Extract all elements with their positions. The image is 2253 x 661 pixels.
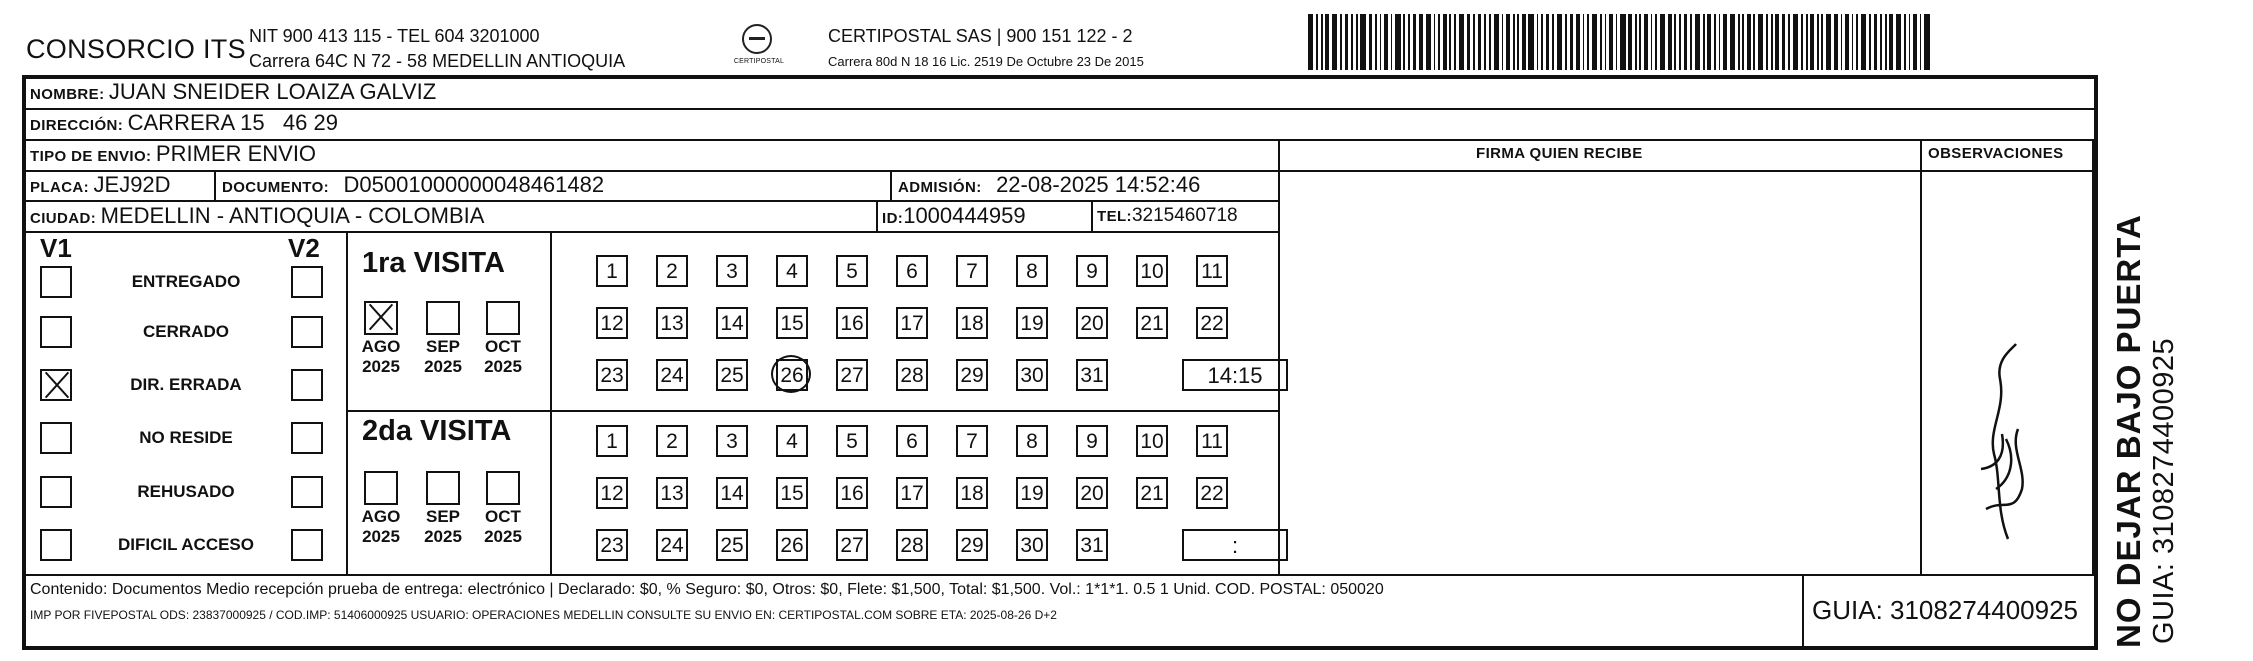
barcode [1308,14,1944,70]
day-box[interactable]: 20 [1076,307,1108,339]
day-box[interactable]: 8 [1016,425,1048,457]
ciudad-value: MEDELLIN - ANTIOQUIA - COLOMBIA [100,203,485,228]
month-checkbox[interactable] [364,471,398,505]
status-label: CERRADO [143,322,229,341]
day-box[interactable]: 31 [1076,529,1108,561]
company-info [249,24,625,74]
admision-label: ADMISIÓN: [898,179,982,196]
side-guia: GUIA: 3108274400925 [2148,337,2180,644]
month-checkbox[interactable] [486,471,520,505]
day-box[interactable]: 19 [1016,477,1048,509]
month-label [415,507,471,547]
day-box[interactable]: 30 [1016,529,1048,561]
status-v1-checkbox[interactable] [40,529,72,561]
day-box[interactable]: 3 [716,255,748,287]
status-v1-checkbox[interactable] [40,476,72,508]
day-box[interactable]: 22 [1196,477,1228,509]
firma-header: FIRMA QUIEN RECIBE [1476,145,1643,162]
month-checkbox[interactable] [486,301,520,335]
logo-icon [742,24,772,54]
day-box[interactable]: 12 [596,477,628,509]
month-label [475,507,531,547]
status-label: ENTREGADO [131,272,241,291]
day-box[interactable]: 11 [1196,425,1228,457]
logo-text: CERTIPOSTAL [733,58,785,65]
id-value: 1000444959 [903,203,1026,228]
day-box[interactable]: 11 [1196,255,1228,287]
day-box[interactable]: 7 [956,425,988,457]
day-box[interactable]: 21 [1136,477,1168,509]
id-cell [882,203,1026,229]
day-box[interactable]: 31 [1076,359,1108,391]
company-name: CONSORCIO ITS [26,34,246,64]
tipo-envio-row [30,141,316,167]
admision-value: 22-08-2025 14:52:46 [996,172,1201,197]
status-label: NO RESIDE [139,428,233,447]
day-box[interactable]: 5 [836,255,868,287]
tel-value: 3215460718 [1131,205,1238,226]
day-box[interactable]: 1 [596,425,628,457]
status-v2-checkbox[interactable] [291,266,323,298]
divider [1802,574,1804,646]
divider [1091,200,1093,231]
day-box[interactable]: 17 [896,307,928,339]
carrier-address: Carrera 80d N 18 16 Lic. 2519 De Octubre 23 De 2015 [828,54,1144,69]
certipostal-logo [728,24,790,72]
day-box[interactable]: 7 [956,255,988,287]
company-nit: NIT 900 413 115 - TEL 604 3201000 [249,26,540,46]
placa-value: JEJ92D [93,172,171,197]
day-box[interactable]: 16 [836,477,868,509]
day-box[interactable]: 12 [596,307,628,339]
month-year: 2025 [362,357,400,376]
admision-cell [898,172,1200,198]
day-box[interactable]: 23 [596,359,628,391]
nombre-value: JUAN SNEIDER LOAIZA GALVIZ [108,79,437,104]
barcode-gap [1930,14,1933,70]
shipping-form [22,75,2098,650]
day-box[interactable]: 29 [956,359,988,391]
month-year: 2025 [484,527,522,546]
day-box[interactable]: 5 [836,425,868,457]
day-box[interactable]: 15 [776,477,808,509]
month-year: 2025 [484,357,522,376]
day-box[interactable]: 18 [956,477,988,509]
month-checkbox[interactable] [426,301,460,335]
day-box[interactable]: 13 [656,307,688,339]
company-address: Carrera 64C N 72 - 58 MEDELLIN ANTIOQUIA [249,51,626,71]
day-box[interactable]: 18 [956,307,988,339]
day-box[interactable]: 3 [716,425,748,457]
day-box[interactable]: 14 [716,307,748,339]
month-label [353,507,409,547]
month-name: SEP [425,507,461,526]
month-name: SEP [425,337,461,356]
divider [1920,139,1922,574]
divider [26,231,1278,233]
day-box[interactable]: 25 [716,359,748,391]
month-name: OCT [485,507,521,526]
divider [26,574,2094,576]
signature [1966,339,2036,549]
first-visit-title: 1ra VISITA [362,247,505,279]
day-box[interactable]: 4 [776,255,808,287]
day-box[interactable]: 2 [656,425,688,457]
tel-cell [1097,205,1238,227]
observaciones-header: OBSERVACIONES [1928,145,2064,162]
status-v1-checkbox[interactable] [40,369,72,401]
side-notice [2110,214,2181,648]
day-box[interactable]: 27 [836,359,868,391]
documento-cell [222,172,604,198]
ciudad-label: CIUDAD: [30,210,97,227]
divider [2092,139,2094,574]
day-box[interactable]: 1 [596,255,628,287]
day-box[interactable]: 16 [836,307,868,339]
day-box[interactable]: 28 [896,529,928,561]
status-v2-checkbox[interactable] [291,316,323,348]
month-label [353,337,409,377]
status-v2-checkbox[interactable] [291,529,323,561]
carrier-name: CERTIPOSTAL SAS | 900 151 122 - 2 [828,26,1133,46]
v2-header: V2 [288,233,320,263]
time-field[interactable]: : [1182,529,1288,561]
month-checkbox[interactable] [426,471,460,505]
day-circle-mark [771,355,811,393]
status-v1-checkbox[interactable] [40,266,72,298]
direccion-row [30,110,338,136]
status-v1-checkbox[interactable] [40,422,72,454]
month-label [415,337,471,377]
ciudad-cell [30,203,484,229]
carrier-info [828,24,1144,74]
day-box[interactable]: 19 [1016,307,1048,339]
placa-label: PLACA: [30,179,90,196]
status-v1-checkbox[interactable] [40,316,72,348]
divider [346,231,348,574]
divider [1278,139,1280,574]
day-box[interactable]: 10 [1136,255,1168,287]
tel-label: TEL: [1097,208,1132,225]
day-box[interactable]: 24 [656,529,688,561]
day-box[interactable]: 29 [956,529,988,561]
month-year: 2025 [362,527,400,546]
day-box[interactable]: 2 [656,255,688,287]
month-year: 2025 [424,357,462,376]
documento-label: DOCUMENTO: [222,179,330,196]
v1-header: V1 [40,233,72,263]
day-box[interactable]: 23 [596,529,628,561]
day-box[interactable]: 22 [1196,307,1228,339]
day-box[interactable]: 8 [1016,255,1048,287]
status-v2-checkbox[interactable] [291,476,323,508]
status-label: REHUSADO [137,482,235,501]
nombre-label: NOMBRE: [30,86,105,103]
month-year: 2025 [424,527,462,546]
status-v2-checkbox[interactable] [291,369,323,401]
day-box[interactable]: 21 [1136,307,1168,339]
divider [1278,170,2094,172]
day-box[interactable]: 24 [656,359,688,391]
day-box[interactable]: 27 [836,529,868,561]
day-box[interactable]: 26 [776,359,808,391]
day-box[interactable]: 26 [776,529,808,561]
footer-guia: GUIA: 3108274400925 [1812,595,2078,625]
placa-cell [30,172,171,198]
day-box[interactable]: 28 [896,359,928,391]
day-box[interactable]: 6 [896,255,928,287]
nombre-row [30,79,436,105]
month-name: AGO [361,337,401,356]
divider [214,170,216,200]
day-box[interactable]: 15 [776,307,808,339]
day-box[interactable]: 20 [1076,477,1108,509]
direccion-value: CARRERA 15 46 29 [127,110,338,135]
divider [876,200,878,231]
day-box[interactable]: 10 [1136,425,1168,457]
direccion-label: DIRECCIÓN: [30,117,124,134]
status-label: DIFICIL ACCESO [117,535,254,554]
second-visit-title: 2da VISITA [362,415,512,447]
divider [890,170,892,200]
month-checkbox[interactable] [364,301,398,335]
divider [348,410,1278,412]
divider [550,231,552,574]
footer-content: Contenido: Documentos Medio recepción prueba de entrega: electrónico | Declarado: $0, % Seguro: $0, Otros: $0, Flete: $1,500, Total: $1,500. Vol.: 1*1*1. 0.5 1 Unid. COD. POSTAL: 050020 [30,581,1384,598]
day-box[interactable]: 17 [896,477,928,509]
day-box[interactable]: 14 [716,477,748,509]
footer-print-info: IMP POR FIVEPOSTAL ODS: 23837000925 / COD.IMP: 51406000925 USUARIO: OPERACIONES MEDELLIN CONSULTE SU ENVIO EN: CERTIPOSTAL.COM SOBRE ETA: 2025-08-26 D+2 [30,608,1057,622]
day-box[interactable]: 13 [656,477,688,509]
tipo-envio-value: PRIMER ENVIO [155,141,317,166]
day-box[interactable]: 25 [716,529,748,561]
month-name: OCT [485,337,521,356]
divider [26,139,2094,141]
day-box[interactable]: 9 [1076,255,1108,287]
tipo-envio-label: TIPO DE ENVIO: [30,148,152,165]
status-label: DIR. ERRADA [130,375,242,394]
time-field[interactable]: 14:15 [1182,359,1288,391]
month-name: AGO [361,507,401,526]
month-label [475,337,531,377]
id-label: ID: [882,210,904,227]
day-box[interactable]: 4 [776,425,808,457]
day-box[interactable]: 6 [896,425,928,457]
day-box[interactable]: 30 [1016,359,1048,391]
documento-value: D05001000000048461482 [343,172,605,197]
status-v2-checkbox[interactable] [291,422,323,454]
side-notice-title: NO DEJAR BAJO PUERTA [2110,214,2147,648]
day-box[interactable]: 9 [1076,425,1108,457]
